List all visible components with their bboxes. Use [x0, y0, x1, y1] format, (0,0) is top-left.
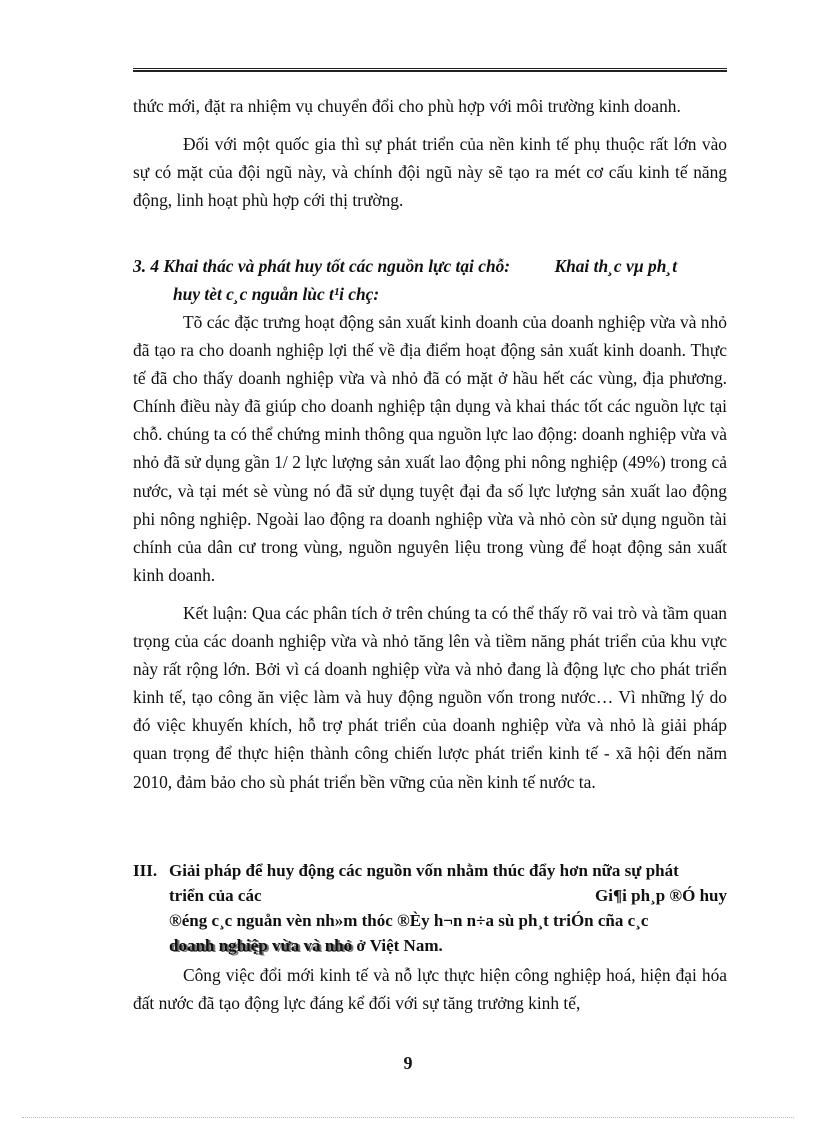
heading-III-line2b: Gi¶i ph¸p ®Ó huy: [595, 886, 727, 905]
page-number: 9: [403, 1053, 413, 1073]
section-III-body: [133, 961, 727, 1017]
header-rule: [133, 68, 727, 72]
section-3-4-body: [133, 308, 727, 796]
paragraph-continued: [133, 92, 727, 214]
heading-3-4-line1: 3. 4 Khai thác và phát huy tốt các nguồn lực tại chỗ:: [133, 256, 511, 276]
heading-III-line1: Giải pháp để huy động các nguồn vốn nhằm thúc đẩy hơn nữa sự phát: [169, 861, 679, 880]
heading-3-4-line2: huy tèt c¸c nguån lùc t¹i chç:: [173, 284, 380, 304]
heading-III-line2a: triển của các: [169, 886, 262, 905]
paragraph-5: Công việc đổi mới kinh tế và nỗ lực thực hiện công nghiệp hoá, hiện đại hóa đất nước đã tạo động lực đáng kể đối với sự tăng trưởng kinh tế,: [133, 965, 727, 1014]
paragraph-2: Đối với một quốc gia thì sự phát triển của nền kinh tế phụ thuộc rất lớn vào sự có mặt của đội ngũ này, và chính đội ngũ này sẽ tạo ra mét cơ cấu kinh tế năng động, linh hoạt phù hợp cới thị trường.: [133, 134, 727, 211]
heading-III-number: III.: [133, 861, 158, 880]
heading-3-4-garbled: Khai th¸c vµ ph¸t: [554, 256, 678, 276]
heading-III-line4b: ở Việt Nam.: [352, 936, 443, 955]
paragraph-1: thức mới, đặt ra nhiệm vụ chuyển đổi cho phù hợp với môi trường kinh doanh.: [133, 96, 681, 116]
section-heading-III: [133, 858, 727, 958]
paragraph-3: Tõ các đặc trưng hoạt động sản xuất kinh doanh của doanh nghiệp vừa và nhỏ đã tạo ra cho doanh nghiệp lợi thế về địa điểm hoạt động sản xuất kinh doanh. Thực tế đã cho thấy doanh nghiệp vừa và nhỏ đã có mặt ở hầu hết các vùng, địa phương. Chính điều này đã giúp cho doanh nghiệp tận dụng và khai thác tốt các nguồn lực tại chỗ. chúng ta có thể chứng minh thông qua nguồn lực lao động: doanh nghiệp vừa và nhỏ đã sử dụng gần 1/ 2 lực lượng sản xuất lao động phi nông nghiệp (49%) trong cả nước, và tại mét sè vùng nó đã sử dụng tuyệt đại đa số lực lượng sản xuất lao động phi nông nghiệp. Ngoài lao động ra doanh nghiệp vừa và nhỏ còn sử dụng nguồn tài chính của dân cư trong vùng, nguồn nguyên liệu trong vùng để hoạt động sản xuất kinh doanh.: [133, 312, 727, 585]
heading-III-line4a: doanh nghiệp vừa và nhỏ: [169, 936, 353, 955]
section-heading-3-4: [133, 252, 727, 308]
page-bottom-border: [22, 1117, 794, 1118]
heading-III-line3: ®éng c¸c nguån vèn nh»m thóc ®Èy h¬n n÷a sù ph¸t triÓn cña c¸c: [169, 911, 649, 930]
paragraph-conclusion: Kết luận: Qua các phân tích ở trên chúng ta có thể thấy rõ vai trò và tầm quan trọng của các doanh nghiệp vừa và nhỏ tăng lên và tiềm năng phát triển của khu vực này rất rộng lớn. Bởi vì cá doanh nghiệp vừa và nhỏ đang là động lực cho phát triển kinh tế, tạo công ăn việc làm và huy động nguồn vốn trong nước… Vì những lý do đó việc khuyến khích, hỗ trợ phát triển của doanh nghiệp vừa và nhỏ là giải pháp quan trọng để thực hiện thành công chiến lược phát triển kinh tế - xã hội đến năm 2010, đảm bảo cho sù phát triển bền vững của nền kinh tế nước ta.: [133, 602, 727, 792]
